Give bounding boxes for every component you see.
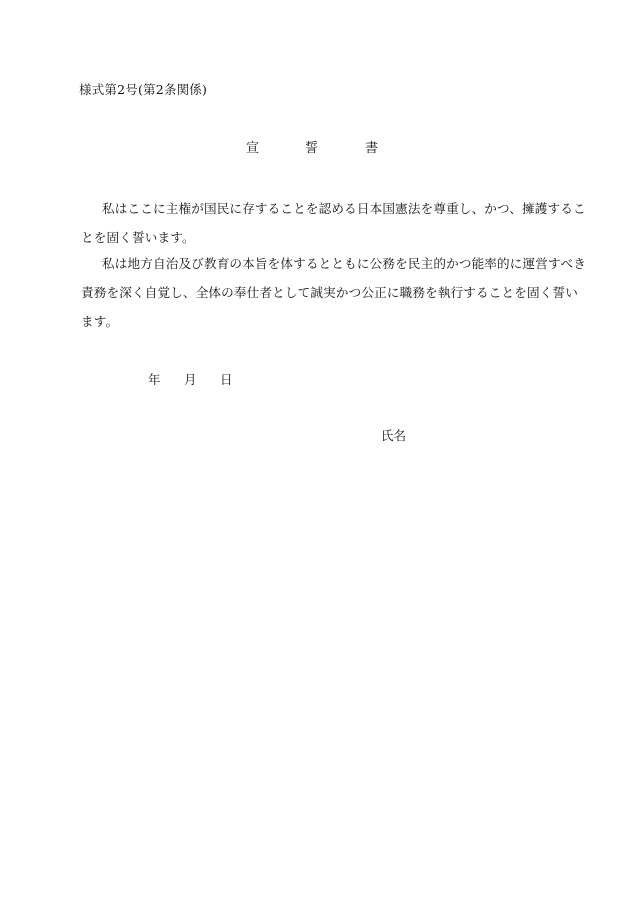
title-char-3: 書 — [365, 141, 379, 156]
date-month-label: 月 — [184, 372, 197, 387]
body-line-4: 責務を深く自覚し、全体の奉仕者として誠実かつ公正に職務を執行することを固く誓い — [81, 285, 579, 300]
body-line-3: 私は地方自治及び教育の本旨を体するとともに公務を民主的かつ能率的に運営すべき — [102, 256, 587, 271]
title-char-1: 宣 — [246, 141, 260, 156]
form-number: 様式第2号(第2条関係) — [79, 82, 208, 97]
body-line-1: 私はここに主権が国民に存することを認める日本国憲法を尊重し、かつ、擁護するこ — [102, 201, 586, 216]
name-label: 氏名 — [381, 428, 407, 443]
date-day-label: 日 — [220, 372, 233, 387]
body-line-5: ます。 — [81, 314, 119, 329]
title-char-2: 誓 — [305, 141, 319, 156]
date-year-label: 年 — [148, 372, 161, 387]
body-line-2: とを固く誓います。 — [81, 230, 195, 245]
